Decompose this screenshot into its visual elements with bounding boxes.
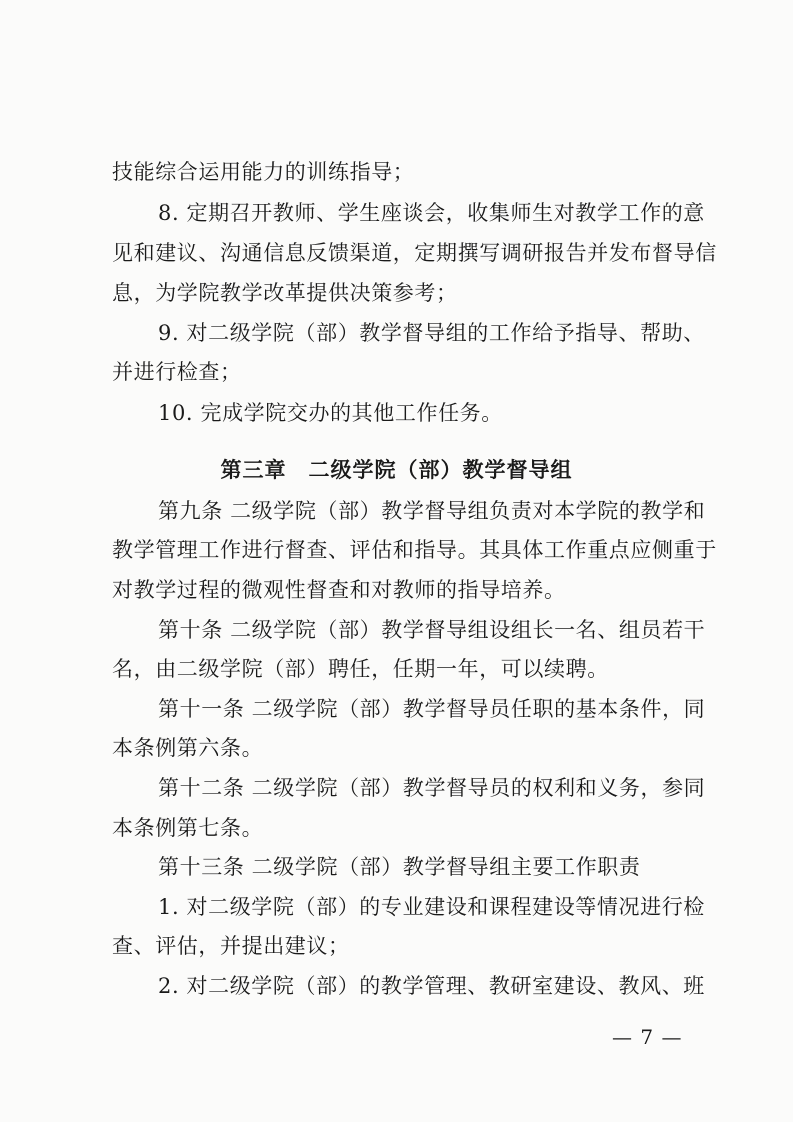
text-line: 8. 定期召开教师、学生座谈会，收集师生对教学工作的意 xyxy=(158,201,705,225)
text-line: 第十二条 二级学院（部）教学督导员的权利和义务，参同 xyxy=(158,776,706,800)
text-line: 见和建议、沟通信息反馈渠道，定期撰写调研报告并发布督导信 xyxy=(112,241,717,265)
text-line: 教学管理工作进行督查、评估和指导。其具体工作重点应侧重于 xyxy=(112,538,717,562)
text-line: 查、评估，并提出建议； xyxy=(112,934,350,958)
text-line: 本条例第七条。 xyxy=(112,816,264,840)
text-line: 2. 对二级学院（部）的教学管理、教研室建设、教风、班 xyxy=(158,974,705,998)
page-number: — 7 — xyxy=(612,1025,683,1049)
text-line: 本条例第六条。 xyxy=(112,736,264,760)
text-line: 第十一条 二级学院（部）教学督导员任职的基本条件，同 xyxy=(158,697,706,721)
text-line: 第十三条 二级学院（部）教学督导组主要工作职责 xyxy=(158,855,641,879)
text-line: 技能综合运用能力的训练指导； xyxy=(112,160,415,184)
text-line: 第十条 二级学院（部）教学督导组设组长一名、组员若干 xyxy=(158,618,706,642)
text-line: 9. 对二级学院（部）教学督导组的工作给予指导、帮助、 xyxy=(158,321,705,345)
chapter-heading: 第三章 二级学院（部）教学督导组 xyxy=(220,458,573,482)
text-line: 并进行检查； xyxy=(112,360,242,384)
text-line: 息，为学院教学改革提供决策参考； xyxy=(112,281,458,305)
text-line: 第九条 二级学院（部）教学督导组负责对本学院的教学和 xyxy=(158,499,706,523)
text-line: 对教学过程的微观性督查和对教师的指导培养。 xyxy=(112,578,566,602)
text-line: 10. 完成学院交办的其他工作任务。 xyxy=(158,401,503,425)
text-line: 名，由二级学院（部）聘任，任期一年，可以续聘。 xyxy=(112,657,609,681)
text-line: 1. 对二级学院（部）的专业建设和课程建设等情况进行检 xyxy=(158,895,705,919)
